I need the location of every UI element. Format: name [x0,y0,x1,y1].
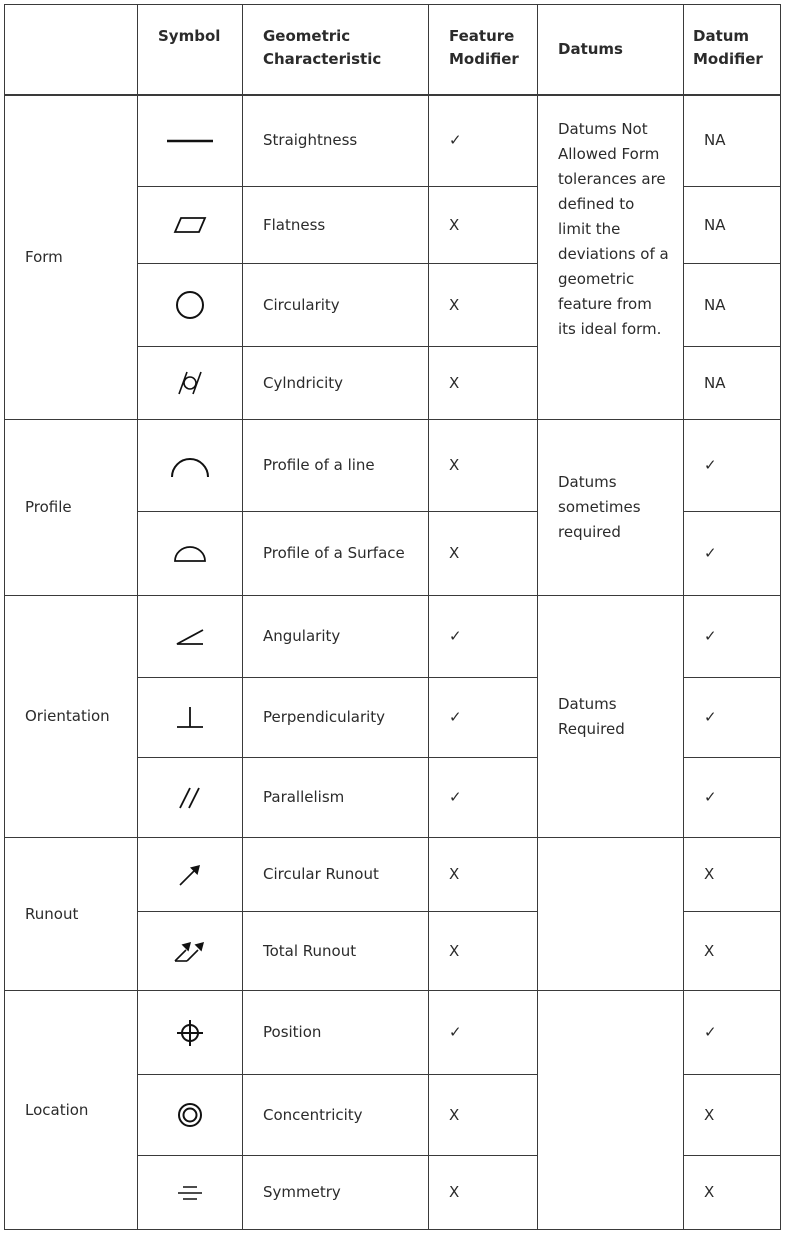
header-characteristic: Geometric Characteristic [243,5,429,95]
feature-modifier: ✓ [429,991,538,1075]
symbol-cell [138,512,243,596]
symbol-cell [138,347,243,420]
total-runout-icon [172,938,208,964]
feature-modifier: ✓ [429,95,538,187]
datums-profile [538,420,684,596]
characteristic-name: Cylndricity [243,347,429,420]
symbol-cell [138,991,243,1075]
position-icon [175,1018,205,1048]
flatness-icon [172,215,208,235]
symbol-cell [138,678,243,758]
symbol-cell [138,420,243,512]
symmetry-icon [175,1183,205,1203]
feature-modifier: X [429,838,538,912]
feature-modifier: X [429,512,538,596]
profile-surface-icon [172,544,208,564]
table-row [5,420,781,512]
feature-modifier: X [429,912,538,991]
symbol-cell [138,912,243,991]
category-runout: Runout [5,838,138,991]
table-row [5,991,781,1075]
feature-modifier: X [429,347,538,420]
datum-modifier: ✓ [684,678,781,758]
datum-modifier: X [684,1075,781,1156]
feature-modifier: ✓ [429,678,538,758]
table-row [5,95,781,187]
feature-modifier: X [429,264,538,347]
feature-modifier: ✓ [429,596,538,678]
feature-modifier: X [429,420,538,512]
symbol-cell [138,264,243,347]
characteristic-name: Perpendicularity [243,678,429,758]
feature-modifier: X [429,1156,538,1230]
characteristic-name: Circular Runout [243,838,429,912]
category-form: Form [5,95,138,420]
header-datum-modifier: Datum Modifier [684,5,781,95]
datums-orientation [538,596,684,838]
symbol-cell [138,1156,243,1230]
datums-runout [538,838,684,991]
characteristic-name: Circularity [243,264,429,347]
symbol-cell [138,95,243,187]
characteristic-name: Concentricity [243,1075,429,1156]
header-category [5,5,138,95]
characteristic-name: Position [243,991,429,1075]
gdt-symbols-table [4,4,781,1230]
circularity-icon [174,289,206,321]
datums-text: Datums sometimes required [558,473,641,541]
datum-modifier: X [684,912,781,991]
characteristic-name: Symmetry [243,1156,429,1230]
concentricity-icon [175,1100,205,1130]
datum-modifier: ✓ [684,596,781,678]
characteristic-name: Flatness [243,187,429,264]
header-row [5,5,781,95]
datum-modifier: NA [684,264,781,347]
datum-modifier: ✓ [684,758,781,838]
straightness-icon [165,131,215,151]
datums-text [538,991,683,1012]
profile-line-icon [169,453,211,479]
datums-text: Datums Required [558,694,625,738]
symbol-cell [138,187,243,264]
category-location: Location [5,991,138,1230]
table-row [5,838,781,912]
datum-modifier: X [684,1156,781,1230]
datums-text [538,838,683,859]
header-feature-modifier: Feature Modifier [429,5,538,95]
datum-modifier: X [684,838,781,912]
feature-modifier: X [429,187,538,264]
characteristic-name: Angularity [243,596,429,678]
datums-text: Datums Not Allowed Form tolerances are defined to limit the deviations of a geometric feature from its ideal form. [558,119,669,338]
characteristic-name: Profile of a line [243,420,429,512]
symbol-cell [138,838,243,912]
circular-runout-icon [176,861,204,889]
datum-modifier: NA [684,347,781,420]
datum-modifier: ✓ [684,512,781,596]
symbol-cell [138,1075,243,1156]
angularity-icon [174,626,206,648]
datum-modifier: NA [684,95,781,187]
datum-modifier: ✓ [684,420,781,512]
perpendicularity-icon [174,705,206,731]
datums-form [538,95,684,420]
category-profile: Profile [5,420,138,596]
header-datums: Datums [538,5,684,95]
datums-location [538,991,684,1230]
header-symbol: Symbol [138,5,243,95]
datum-modifier: NA [684,187,781,264]
characteristic-name: Straightness [243,95,429,187]
symbol-cell [138,596,243,678]
feature-modifier: ✓ [429,758,538,838]
table-row [5,596,781,678]
symbol-cell [138,758,243,838]
datum-modifier: ✓ [684,991,781,1075]
category-orientation: Orientation [5,596,138,838]
characteristic-name: Parallelism [243,758,429,838]
feature-modifier: X [429,1075,538,1156]
parallelism-icon [176,785,204,811]
characteristic-name: Total Runout [243,912,429,991]
characteristic-name: Profile of a Surface [243,512,429,596]
cylindricity-icon [174,369,206,397]
